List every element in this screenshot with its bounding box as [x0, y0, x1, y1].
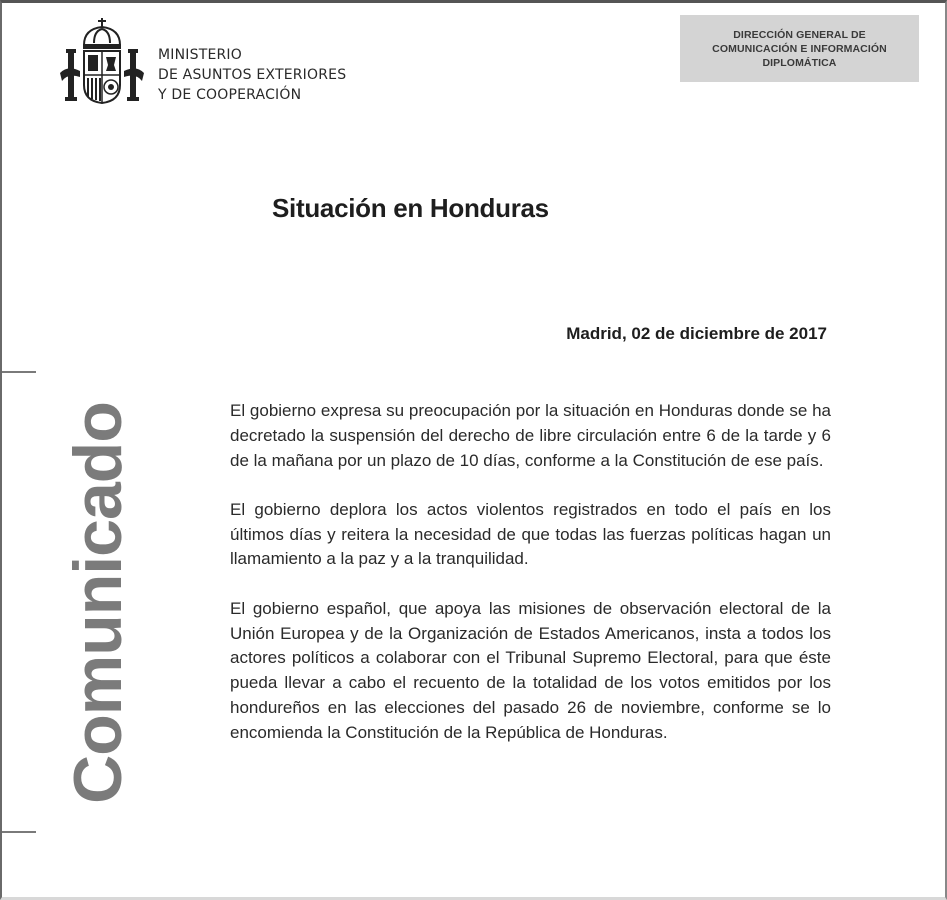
- paragraph: El gobierno expresa su preocupación por la situación en Honduras donde se ha decretado la suspensión del derecho de libre circulación entre 6 de la tarde y 6 de la mañana por un plazo de 10 días, conforme a la Constitución de ese país.: [230, 401, 831, 470]
- ministry-line: MINISTERIO: [158, 47, 242, 63]
- department-line: DIPLOMÁTICA: [762, 56, 837, 69]
- side-divider-top: [2, 371, 36, 373]
- department-line: DIRECCIÓN GENERAL DE: [733, 28, 866, 41]
- coat-of-arms-icon: [54, 15, 150, 111]
- dateline: Madrid, 02 de diciembre de 2017: [566, 324, 827, 343]
- paragraph: El gobierno español, que apoya las misiones de observación electoral de la Unión Europea y de la Organización de Estados Americanos, insta a todos los actores políticos a colaborar con el Tribunal Supremo Electoral, para que éste pueda llevar a cabo el recuento de la totalidad de los votos emitidos por los hondureños en las elecciones del pasado 26 de noviembre, conforme se lo encomienda la Constitución de la República de Honduras.: [230, 598, 831, 742]
- ministry-line: Y DE COOPERACIÓN: [158, 87, 302, 103]
- side-label: [57, 402, 139, 804]
- document-body: [230, 399, 831, 770]
- document-title: Situación en Honduras: [272, 193, 549, 223]
- side-divider-bottom: [2, 831, 36, 833]
- department-line: COMUNICACIÓN E INFORMACIÓN: [712, 42, 887, 55]
- side-label-text: Comunicado: [60, 402, 136, 804]
- department-box: [680, 15, 919, 82]
- ministry-name: [158, 45, 346, 105]
- ministry-line: DE ASUNTOS EXTERIORES: [158, 67, 347, 83]
- paragraph: El gobierno deplora los actos violentos registrados en todo el país en los últimos días y reitera la necesidad de que todas las fuerzas políticas hagan un llamamiento a la paz y a la tranquilidad.: [230, 499, 831, 569]
